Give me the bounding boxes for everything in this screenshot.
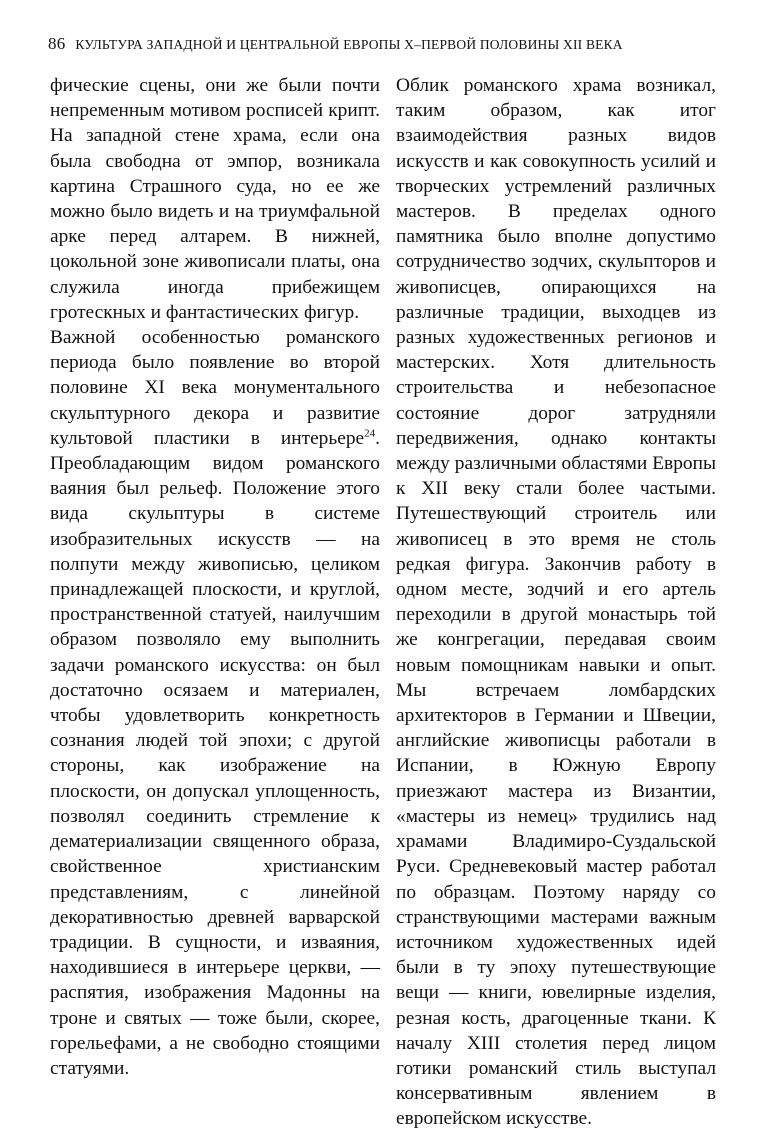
- footnote-reference[interactable]: 24: [364, 427, 376, 440]
- running-header: [48, 34, 728, 54]
- paragraph: фические сцены, они же были почти непременным мотивом росписей крипт. На западной стене храма, если она была свободна от эмпор, возникала картина Страшного суда, но ее же можно было видеть и на триумфальной арке перед алтарем. В нижней, цокольной зоне живописали платы, она служила иногда прибежищем гротескных и фантастических фигур.: [50, 75, 380, 323]
- paragraph-text: Важной особенностью романского периода было появление во второй половине XI века монументального скульптурного декора и развитие культовой пластики в интерьере: [50, 327, 380, 449]
- paragraph-text: . Преобладающим видом романского ваяния был рельеф. Положение этого вида скульптуры в системе изобразительных искусств — на полпути между живописью, целиком принадлежащей плоскости, и круглой, пространственной статуей, наилучшим образом позволяло ему выполнить задачи романского искусства: он был достаточно осязаем и материален, чтобы удовлетворить конкретность сознания людей той эпохи; с другой стороны, как изображение на плоскости, он допускал уплощенность, позволял соединить стремление к дематериализации священного образа, свойственное христианским представлениям, с линейной декоративностью древней варварской традиции. В сущности, и изваяния, находившиеся в интерьере церкви, — распятия, изображения Мадонны на троне и святых — тоже были, скорее, горельефами, а не свободно стоящими статуями.: [50, 427, 380, 1079]
- left-column: [50, 73, 380, 1081]
- running-title: КУЛЬТУРА ЗАПАДНОЙ И ЦЕНТРАЛЬНОЙ ЕВРОПЫ X–ПЕРВОЙ ПОЛОВИНЫ XII ВЕКА: [75, 37, 623, 52]
- paragraph: Облик романского храма возникал, таким образом, как итог взаимодействия разных видов искусств и как совокупность усилий и творческих устремлений различных мастеров. В пределах одного памятника было вполне допустимо сотрудничество зодчих, скульпторов и живописцев, опирающихся на различные традиции, выходцев из разных художественных регионов и мастерских. Хотя длительность строительства и небезопасное состояние дорог затрудняли передвижения, однако контакты между различными областями Европы к XII веку стали более частыми. Путешествующий строитель или живописец в это время не столь редкая фигура. Закончив работу в одном месте, зодчий и его артель переходили в другой монастырь той же конгрегации, передавая своим новым помощникам навыки и опыт. Мы встречаем ломбардских архитекторов в Германии и Швеции, английские живописцы работали в Испании, в Южную Европу приезжают мастера из Византии, «мастеры из немец» трудились над храмами Владимиро-Суздальской Руси. Средневековый мастер работал по образцам. Поэтому наряду со странствующими мастерами важным источником художественных идей были в ту эпоху путешествующие вещи — книги, ювелирные изделия, резная кость, драгоценные ткани. К началу XIII столетия перед лицом готики романский стиль выступал консервативным явлением в европейском искусстве.: [396, 75, 716, 1130]
- page-number: 86: [48, 34, 66, 53]
- paragraph: [50, 325, 380, 1081]
- right-column: [396, 73, 716, 1132]
